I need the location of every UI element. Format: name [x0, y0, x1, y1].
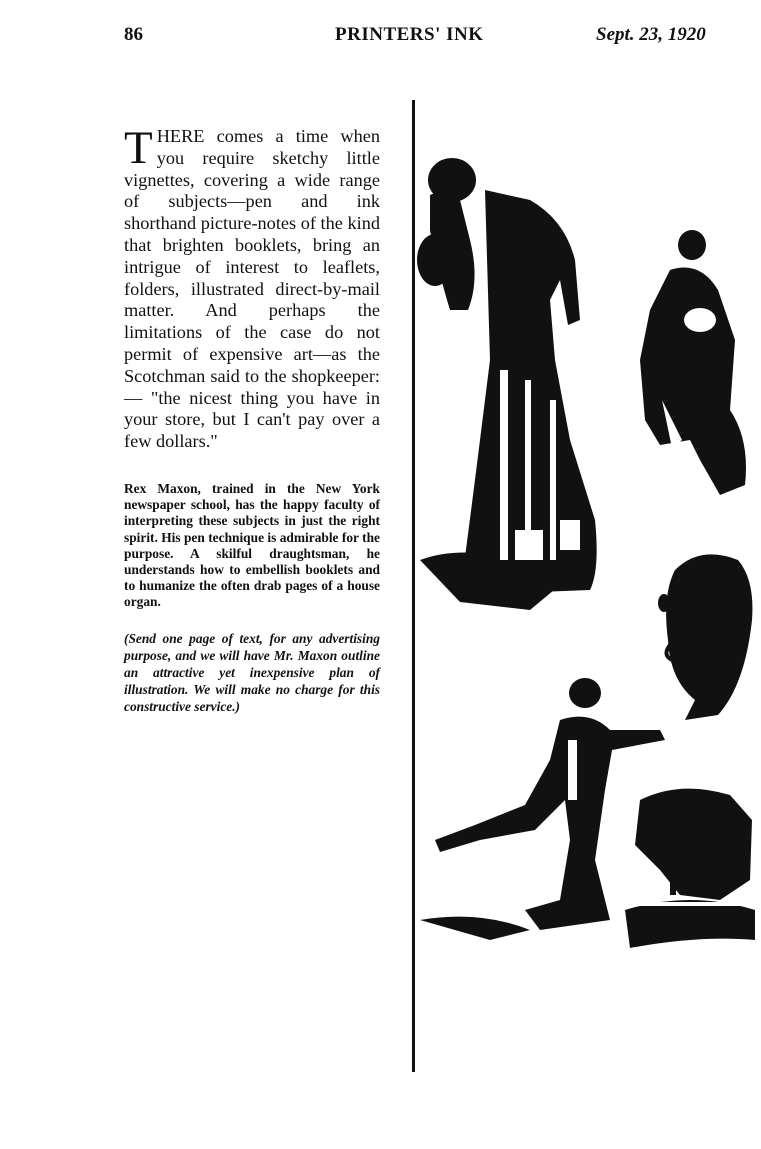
publication-title: PRINTERS' INK — [335, 24, 484, 45]
artist-paragraph: Rex Maxon, trained in the New York newspaper school, has the happy faculty of interpreting these subjects in just the right spirit. His pen technique is admirable for the purpose. A skilful draughtsman, he understands how to embellish booklets and to humanize the often drab pages of a house organ. — [124, 480, 380, 610]
illustration-panel — [400, 140, 761, 960]
lead-text: HERE comes a time when you require sketchy little vignettes, covering a wide range of subjects—pen and ink shorthand picture-notes of the kind that brighten booklets, bring an intrigue of interest to leaflets, folders, illustrated direct-by-mail matter. And perhaps the limitations of the case do not permit of expensive art—as the Scotchman said to the shopkeeper:— "the nicest thing you have in your store, but I can't pay over a few dollars." — [124, 126, 380, 452]
drop-cap: T — [124, 122, 153, 174]
profile-head-icon — [658, 554, 752, 720]
river-trees-icon — [625, 789, 755, 948]
running-man-icon — [420, 678, 665, 940]
issue-date: Sept. 23, 1920 — [596, 24, 706, 45]
embracing-couple-icon — [417, 158, 597, 610]
lead-paragraph — [124, 122, 380, 453]
article-column — [124, 122, 380, 716]
offer-paragraph: (Send one page of text, for any advertising purpose, and we will have Mr. Maxon outline an attractive yet inexpensive plan of illustration. We will make no charge for this constructive service.) — [124, 630, 380, 715]
page-header — [0, 22, 761, 52]
seated-figure-icon — [640, 230, 746, 495]
page-number: 86 — [124, 24, 143, 45]
